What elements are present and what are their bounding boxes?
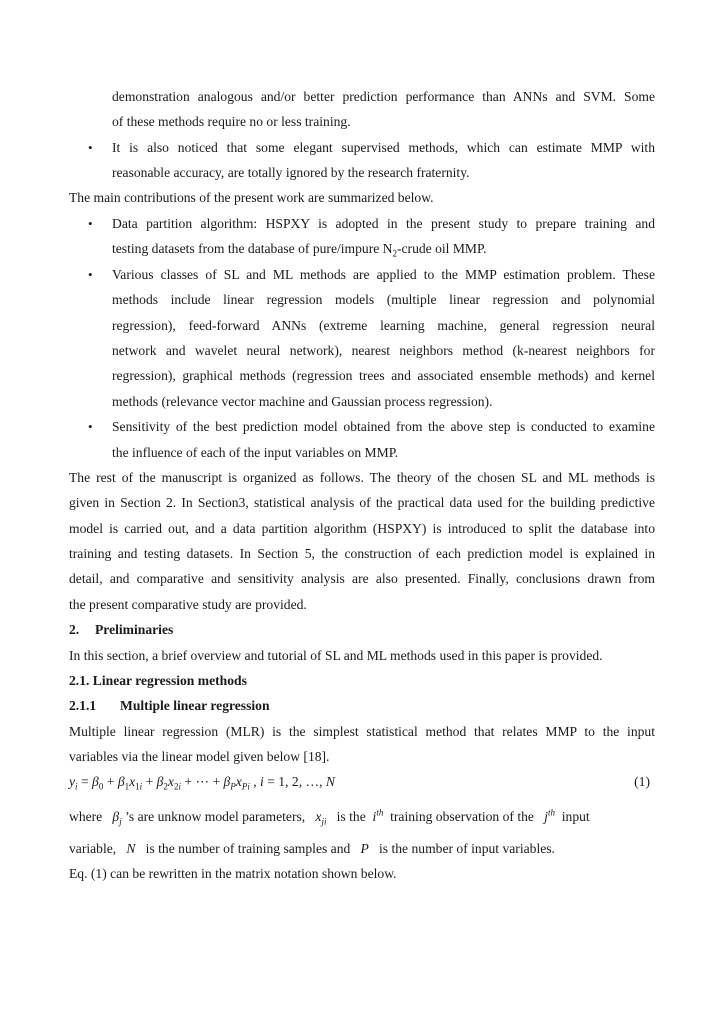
bullet-line: regression), feed-forward ANNs (extreme learning machine, general regression neural (112, 318, 655, 333)
bullet-line: testing datasets from the database of pure/impure $N_2$-crude oil MMP. (112, 241, 487, 259)
bullet-line: Sensitivity of the best prediction model obtained from the above step is conducted to examine (112, 419, 655, 434)
bullet-marker: • (88, 140, 93, 155)
bullet-line: regression), graphical methods (regression trees and associated ensemble methods) and kernel (112, 368, 655, 383)
section-heading: Preliminaries (95, 622, 174, 637)
paragraph-line: demonstration analogous and/or better prediction performance than ANNs and SVM. Some (112, 89, 655, 104)
paragraph-line: detail, and comparative and sensitivity analysis are also presented. Finally, conclusions drawn from (69, 571, 655, 586)
section-number: 2. (69, 622, 80, 637)
bullet-line: network and wavelet neural network), nearest neighbors method (k-nearest neighbors for (112, 343, 655, 358)
bullet-line: the influence of each of the input variables on MMP. (112, 445, 399, 460)
paragraph-line: Eq. (1) can be rewritten in the matrix notation shown below. (69, 866, 397, 881)
paragraph-line: of these methods require no or less training. (112, 114, 351, 129)
where-line: where $\beta_j$ ’s are unknow model parameters, $x_{ji}$ is the $i^{th}$ training observation of the $j^{th}$ input (69, 807, 590, 827)
paragraph-line: the present comparative study are provided. (69, 597, 307, 612)
subsection-heading: 2.1. Linear regression methods (69, 673, 247, 688)
equation-number: (1) (634, 774, 650, 789)
bullet-line: Various classes of SL and ML methods are applied to the MMP estimation problem. These (112, 267, 655, 282)
paragraph-line: In this section, a brief overview and tutorial of SL and ML methods used in this paper is provided. (69, 648, 603, 663)
variable-line: variable, N is the number of training samples and P is the number of input variables. (69, 841, 555, 856)
paragraph-line: The rest of the manuscript is organized as follows. The theory of the chosen SL and ML methods is (69, 470, 655, 485)
bullet-marker: • (88, 216, 93, 231)
contributions-intro: The main contributions of the present work are summarized below. (69, 190, 434, 205)
paragraph-line: training and testing datasets. In Section 5, the construction of each prediction model is explained in (69, 546, 655, 561)
paragraph-line: model is carried out, and a data partition algorithm (HSPXY) is introduced to split the database into (69, 521, 655, 536)
subsubsection-heading: Multiple linear regression (120, 698, 270, 713)
paragraph-line: variables via the linear model given below [18]. (69, 749, 330, 764)
paragraph-line: Multiple linear regression (MLR) is the simplest statistical method that relates MMP to the input (69, 724, 655, 739)
subsubsection-number: 2.1.1 (69, 698, 97, 713)
bullet-line: reasonable accuracy, are totally ignored by the research fraternity. (112, 165, 470, 180)
bullet-line: methods (relevance vector machine and Gaussian process regression). (112, 394, 493, 409)
bullet-line: It is also noticed that some elegant supervised methods, which can estimate MMP with (112, 140, 655, 155)
bullet-line: methods include linear regression models (multiple linear regression and polynomial (112, 292, 655, 307)
paragraph-line: given in Section 2. In Section3, statistical analysis of the practical data used for the building predictive (69, 495, 655, 510)
bullet-line: Data partition algorithm: HSPXY is adopted in the present study to prepare training and (112, 216, 655, 231)
equation-1: $y_i = \beta_0 + \beta_1x_{1i} + \beta_2x_{2i}$ + ⋯ + $\beta_Px_{Pi}$ , i = 1, 2, …, N (69, 774, 335, 792)
bullet-marker: • (88, 267, 93, 282)
bullet-marker: • (88, 419, 93, 434)
